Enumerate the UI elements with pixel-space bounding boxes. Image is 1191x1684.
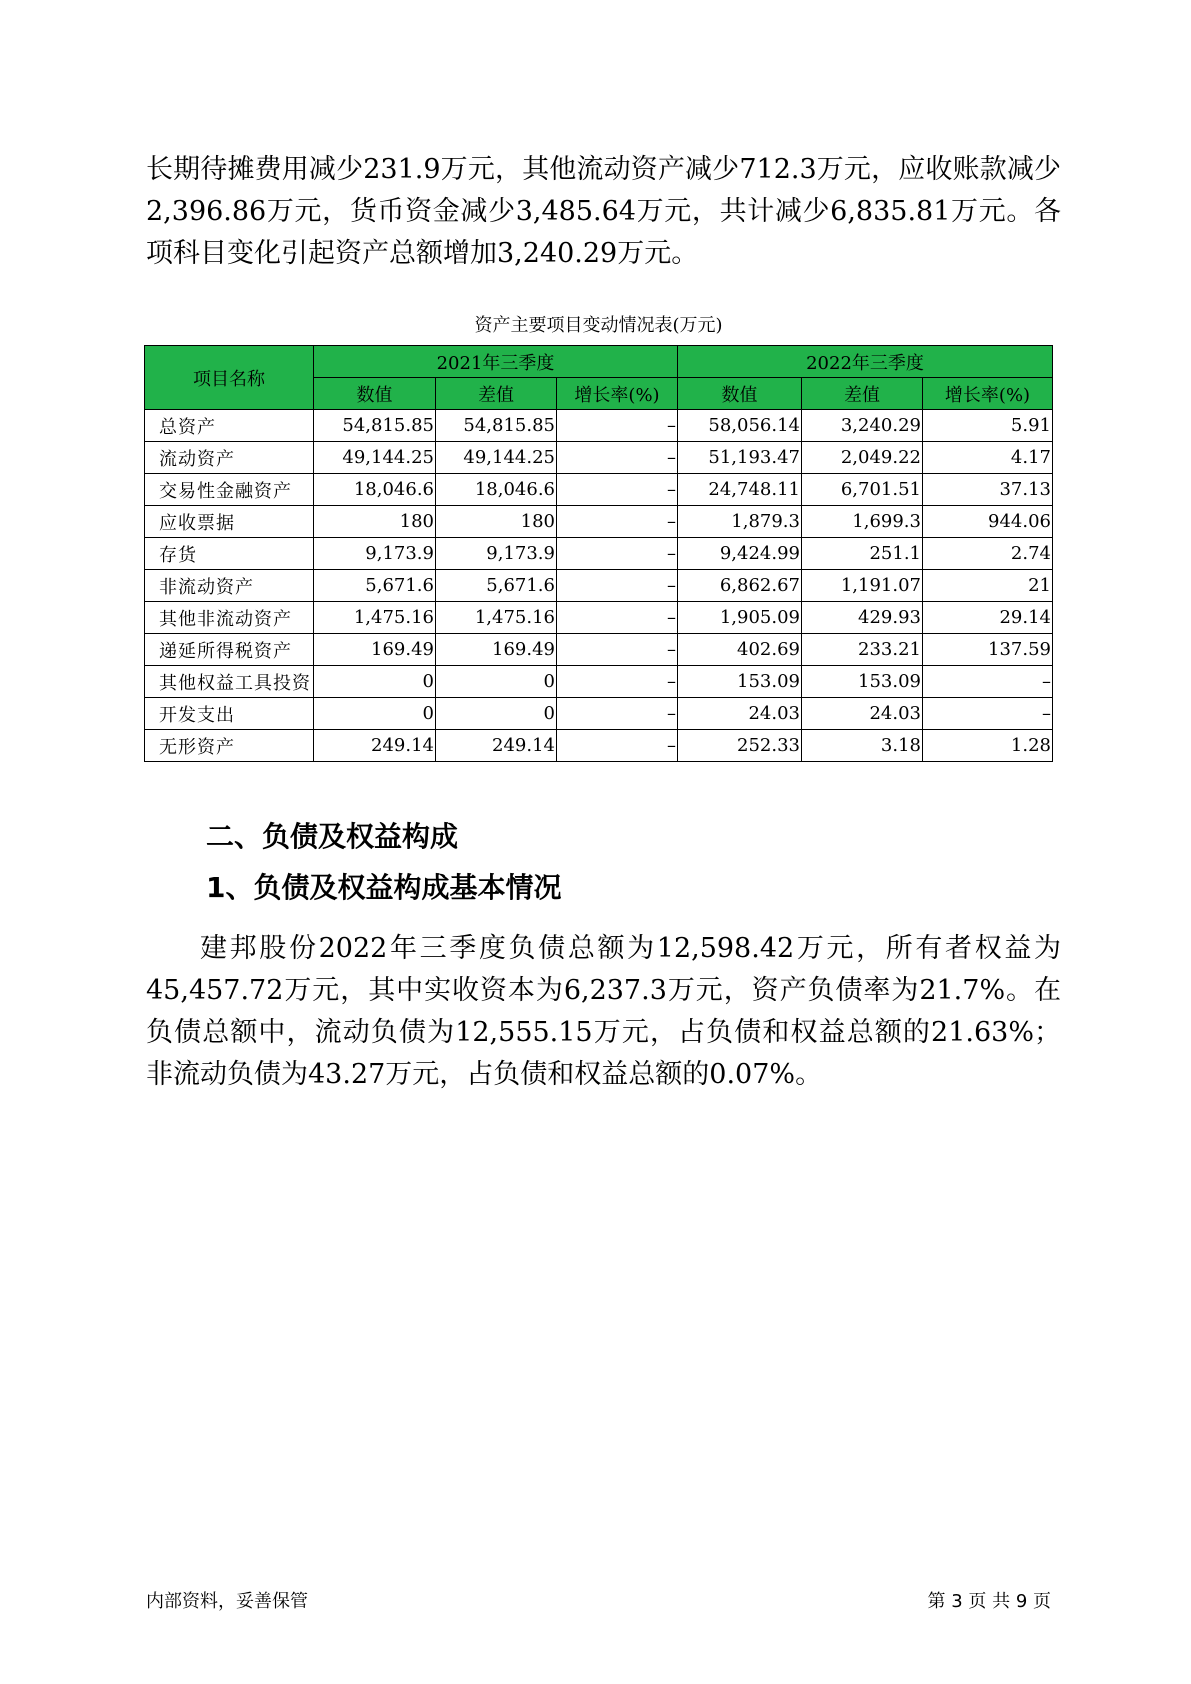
value-2022-cell: 9,424.99 <box>678 538 802 570</box>
value-2021-cell: 249.14 <box>314 730 436 762</box>
growth-2021-cell: – <box>557 474 678 506</box>
table-row <box>145 634 1053 666</box>
header-growth-2022: 增长率(%) <box>923 378 1053 410</box>
value-2022-cell: 24.03 <box>678 698 802 730</box>
table-row <box>145 410 1053 442</box>
row-item-name-cell: 存货 <box>145 538 314 570</box>
value-2022-cell: 402.69 <box>678 634 802 666</box>
diff-2021-cell: 169.49 <box>436 634 557 666</box>
table-header <box>145 346 1053 410</box>
table-row <box>145 538 1053 570</box>
row-item-name-cell: 递延所得税资产 <box>145 634 314 666</box>
diff-2021-cell: 18,046.6 <box>436 474 557 506</box>
diff-2021-cell: 54,815.85 <box>436 410 557 442</box>
table-row <box>145 506 1053 538</box>
row-item-name-cell: 开发支出 <box>145 698 314 730</box>
growth-2021-cell: – <box>557 730 678 762</box>
row-item-name-cell: 交易性金融资产 <box>145 474 314 506</box>
growth-2021-cell: – <box>557 506 678 538</box>
table-row <box>145 698 1053 730</box>
header-diff-2021: 差值 <box>436 378 557 410</box>
table-row <box>145 474 1053 506</box>
row-item-name-cell: 其他非流动资产 <box>145 602 314 634</box>
table-caption: 资产主要项目变动情况表(万元) <box>474 315 723 336</box>
diff-2022-cell: 429.93 <box>802 602 923 634</box>
value-2021-cell: 180 <box>314 506 436 538</box>
growth-2022-cell: 2.74 <box>923 538 1053 570</box>
subsection-heading: 1、负债及权益构成基本情况 <box>206 871 562 904</box>
diff-2022-cell: 24.03 <box>802 698 923 730</box>
growth-2021-cell: – <box>557 698 678 730</box>
footer-confidential-note: 内部资料，妥善保管 <box>146 1591 308 1612</box>
diff-2022-cell: 2,049.22 <box>802 442 923 474</box>
growth-2021-cell: – <box>557 570 678 602</box>
value-2021-cell: 0 <box>314 698 436 730</box>
row-item-name-cell: 无形资产 <box>145 730 314 762</box>
value-2022-cell: 24,748.11 <box>678 474 802 506</box>
row-item-name-cell: 流动资产 <box>145 442 314 474</box>
diff-2021-cell: 0 <box>436 666 557 698</box>
table-row <box>145 570 1053 602</box>
diff-2022-cell: 1,191.07 <box>802 570 923 602</box>
body-paragraph: 建邦股份2022年三季度负债总额为12,598.42万元，所有者权益为45,457.72万元，其中实收资本为6,237.3万元，资产负债率为21.7%。在负债总额中，流动负债为12,555.15万元，占负债和权益总额的21.63%；非流动负债为43.27万元，占负债和权益总额的0.07%。 <box>146 933 1061 1090</box>
value-2021-cell: 54,815.85 <box>314 410 436 442</box>
diff-2021-cell: 1,475.16 <box>436 602 557 634</box>
value-2021-cell: 9,173.9 <box>314 538 436 570</box>
value-2021-cell: 0 <box>314 666 436 698</box>
header-diff-2022: 差值 <box>802 378 923 410</box>
value-2022-cell: 1,879.3 <box>678 506 802 538</box>
header-growth-2021: 增长率(%) <box>557 378 678 410</box>
table-row <box>145 730 1053 762</box>
value-2022-cell: 252.33 <box>678 730 802 762</box>
row-item-name-cell: 总资产 <box>145 410 314 442</box>
growth-2021-cell: – <box>557 410 678 442</box>
intro-paragraph: 长期待摊费用减少231.9万元，其他流动资产减少712.3万元，应收账款减少2,396.86万元，货币资金减少3,485.64万元，共计减少6,835.81万元。各项科目变化引起资产总额增加3,240.29万元。 <box>146 154 1061 269</box>
table-row <box>145 442 1053 474</box>
growth-2022-cell: 4.17 <box>923 442 1053 474</box>
diff-2021-cell: 249.14 <box>436 730 557 762</box>
diff-2022-cell: 3.18 <box>802 730 923 762</box>
diff-2022-cell: 1,699.3 <box>802 506 923 538</box>
section-heading: 二、负债及权益构成 <box>206 820 459 853</box>
value-2022-cell: 6,862.67 <box>678 570 802 602</box>
value-2021-cell: 49,144.25 <box>314 442 436 474</box>
growth-2022-cell: 137.59 <box>923 634 1053 666</box>
diff-2021-cell: 49,144.25 <box>436 442 557 474</box>
value-2022-cell: 153.09 <box>678 666 802 698</box>
diff-2022-cell: 3,240.29 <box>802 410 923 442</box>
footer-page-number: 第 3 页 共 9 页 <box>927 1591 1051 1612</box>
header-row-periods <box>145 346 1053 378</box>
growth-2021-cell: – <box>557 602 678 634</box>
value-2022-cell: 51,193.47 <box>678 442 802 474</box>
diff-2022-cell: 233.21 <box>802 634 923 666</box>
value-2021-cell: 169.49 <box>314 634 436 666</box>
value-2021-cell: 5,671.6 <box>314 570 436 602</box>
header-period-2022: 2022年三季度 <box>678 346 1053 378</box>
growth-2021-cell: – <box>557 538 678 570</box>
header-item-name: 项目名称 <box>145 346 314 410</box>
table-row <box>145 666 1053 698</box>
growth-2022-cell: 37.13 <box>923 474 1053 506</box>
diff-2022-cell: 251.1 <box>802 538 923 570</box>
row-item-name-cell: 应收票据 <box>145 506 314 538</box>
row-item-name-cell: 非流动资产 <box>145 570 314 602</box>
value-2021-cell: 18,046.6 <box>314 474 436 506</box>
growth-2022-cell: 5.91 <box>923 410 1053 442</box>
diff-2021-cell: 9,173.9 <box>436 538 557 570</box>
growth-2022-cell: 944.06 <box>923 506 1053 538</box>
header-period-2021: 2021年三季度 <box>314 346 678 378</box>
growth-2022-cell: 29.14 <box>923 602 1053 634</box>
value-2022-cell: 58,056.14 <box>678 410 802 442</box>
growth-2022-cell: 21 <box>923 570 1053 602</box>
growth-2022-cell: 1.28 <box>923 730 1053 762</box>
growth-2022-cell: – <box>923 698 1053 730</box>
growth-2021-cell: – <box>557 442 678 474</box>
asset-change-table <box>144 345 1053 762</box>
table-body <box>145 410 1053 762</box>
diff-2021-cell: 180 <box>436 506 557 538</box>
value-2021-cell: 1,475.16 <box>314 602 436 634</box>
header-value-2021: 数值 <box>314 378 436 410</box>
growth-2022-cell: – <box>923 666 1053 698</box>
row-item-name-cell: 其他权益工具投资 <box>145 666 314 698</box>
diff-2021-cell: 5,671.6 <box>436 570 557 602</box>
growth-2021-cell: – <box>557 634 678 666</box>
diff-2021-cell: 0 <box>436 698 557 730</box>
table-row <box>145 602 1053 634</box>
growth-2021-cell: – <box>557 666 678 698</box>
value-2022-cell: 1,905.09 <box>678 602 802 634</box>
header-value-2022: 数值 <box>678 378 802 410</box>
diff-2022-cell: 153.09 <box>802 666 923 698</box>
diff-2022-cell: 6,701.51 <box>802 474 923 506</box>
